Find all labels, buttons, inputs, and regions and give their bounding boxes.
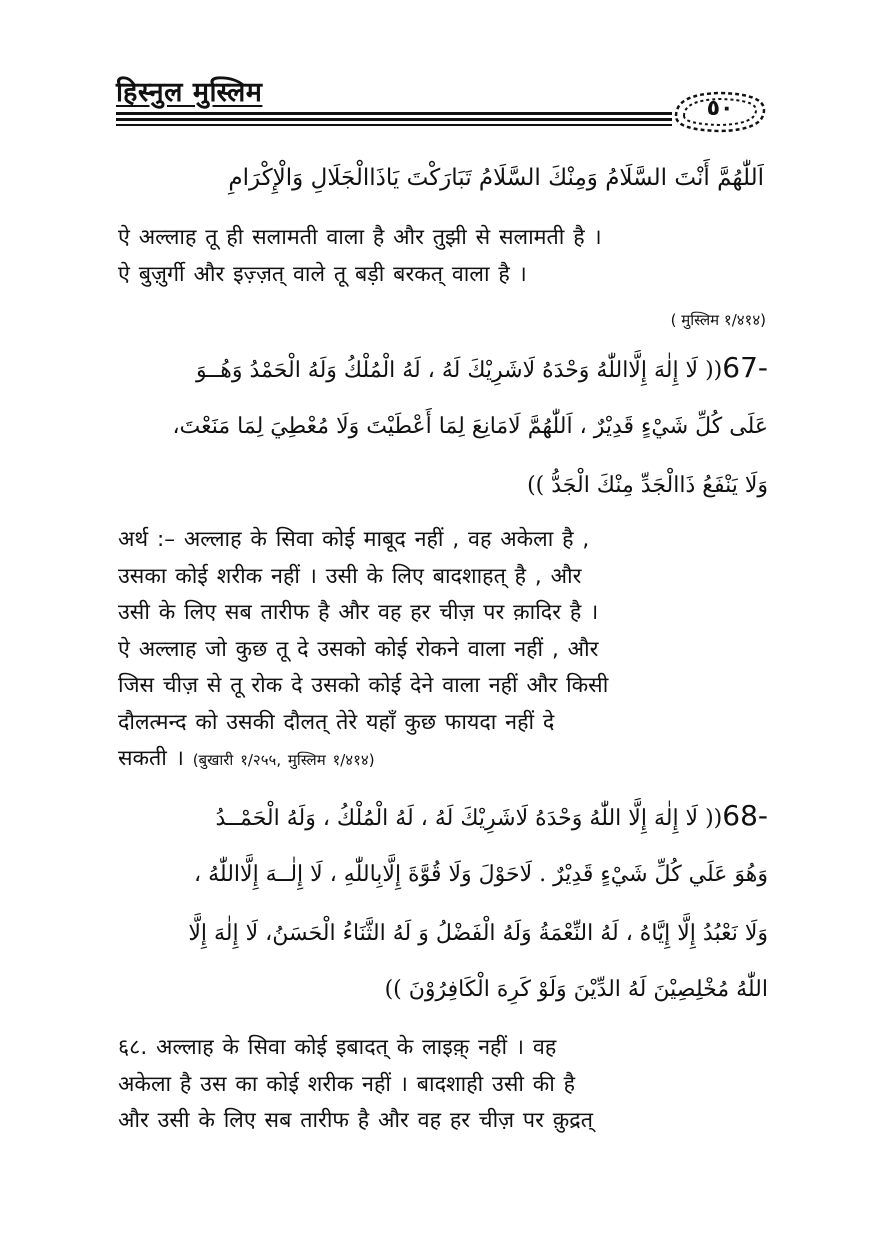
hadith-arabic-line: وَلَا نَعْبُدُ إِلَّا إِيَّاهُ ، لَهُ النِّعْمَةُ وَلَهُ الْفَضْلُ وَ لَهُ الثَّنَاءُ الْحَسَنُ، لَا إِلٰهَ إِلَّا: [188, 921, 768, 946]
dua-translation: [118, 220, 766, 293]
translation-line: ६८. अल्लाह के सिवा कोई इबादत् के लाइक़् नहीं । वह: [118, 1035, 557, 1060]
translation-line: अर्थ :– अल्लाह के सिवा कोई माबूद नहीं , वह अकेला है ,: [118, 527, 590, 552]
header-rule: [116, 124, 672, 126]
hadith-number: 68-: [722, 799, 768, 832]
dua-arabic: اَللّٰهُمَّ أَنْتَ السَّلَامُ وَمِنْكَ السَّلَامُ تَبَارَكْتَ يَاذَاالْجَلَالِ وَالْإِكْرَامِ: [228, 165, 764, 191]
page-number: ٥٠: [706, 96, 734, 121]
hadith-arabic-line: [216, 788, 768, 847]
book-title: हिस्नुल मुस्लिम: [116, 77, 263, 108]
translation-line: अकेला है उस का कोई शरीक नहीं । बादशाही उसी की है: [118, 1071, 576, 1097]
dua-reference: ( मुस्लिम १/४१४): [670, 311, 766, 329]
translation-line: उसी के लिए सब तारीफ है और वह हर चीज़ पर क़ादिर है ।: [118, 600, 599, 625]
hadith-translation: [118, 1030, 766, 1140]
translation-last-line: सकती ।: [118, 746, 184, 771]
hadith-translation: [118, 522, 766, 779]
hadith-number: 67-: [722, 351, 768, 384]
translation-line: ऐ अल्लाह जो कुछ तू दे उसको कोई रोकने वाला नहीं , और: [118, 636, 599, 662]
translation-line: ऐ बुज़ुर्गी और इज़्ज़त् वाले तू बड़ी बरकत् वाला है ।: [118, 261, 527, 287]
translation-line: दौलत्मन्द को उसकी दौलत् तेरे यहाँ कुछ फायदा नहीं दे: [118, 709, 555, 735]
hadith-arabic-line: وَهُوَ عَلَي كُلِّ شَيْءٍ قَدِيْرٌ . لَاحَوْلَ وَلَا قُوَّةَ إِلَّابِاللّٰهِ ، لَا إِلٰــهَ إِلَّااللّٰهُ ،: [194, 862, 768, 887]
page-number-badge: [672, 88, 768, 136]
translation-line: जिस चीज़ से तू रोक दे उसको कोई देने वाला नहीं और किसी: [118, 673, 609, 698]
hadith-reference: (बुखारी १/२५५, मुस्लिम १/४१४): [192, 751, 375, 769]
hadith-arabic-line: وَلَا يَنْفَعُ ذَاالْجَدِّ مِنْكَ الْجَدُّ )): [527, 473, 768, 498]
arabic-text: (( لَا إِلٰهَ إِلَّا اللّٰهُ وَحْدَهُ لَاشَرِيْكَ لَهُ ، لَهُ الْمُلْكُ ، وَلَهُ الْحَمْــدُ: [215, 806, 723, 831]
arabic-text: (( لَا إِلٰهَ إِلَّااللّٰهُ وَحْدَهُ لَاشَرِيْكَ لَهُ ، لَهُ الْمُلْكُ وَلَهُ الْحَمْدُ وَهُــوَ: [196, 358, 723, 383]
translation-line: ऐ अल्लाह तू ही सलामती वाला है और तुझी से सलामती है ।: [118, 225, 602, 250]
translation-line: और उसी के लिए सब तारीफ है और वह हर चीज़ पर क़ुद्रत्: [118, 1108, 593, 1133]
translation-line: [118, 741, 766, 779]
hadith-arabic-line: [196, 340, 768, 399]
header-rule: [116, 112, 672, 115]
header-rule: [116, 118, 672, 121]
hadith-arabic-line: اللّٰهُ مُخْلِصِيْنَ لَهُ الدِّيْنَ وَلَوْ كَرِهَ الْكَافِرُوْنَ )): [384, 977, 768, 1002]
translation-line: उसका कोई शरीक नहीं । उसी के लिए बादशाहत् है , और: [118, 563, 582, 589]
hadith-arabic-line: عَلَى كُلِّ شَيْءٍ قَدِيْرٌ ، اَللّٰهُمَّ لَامَانِعَ لِمَا أَعْطَيْتَ وَلَا مُعْطِيَ لِمَا مَنَعْتَ،: [172, 414, 768, 439]
